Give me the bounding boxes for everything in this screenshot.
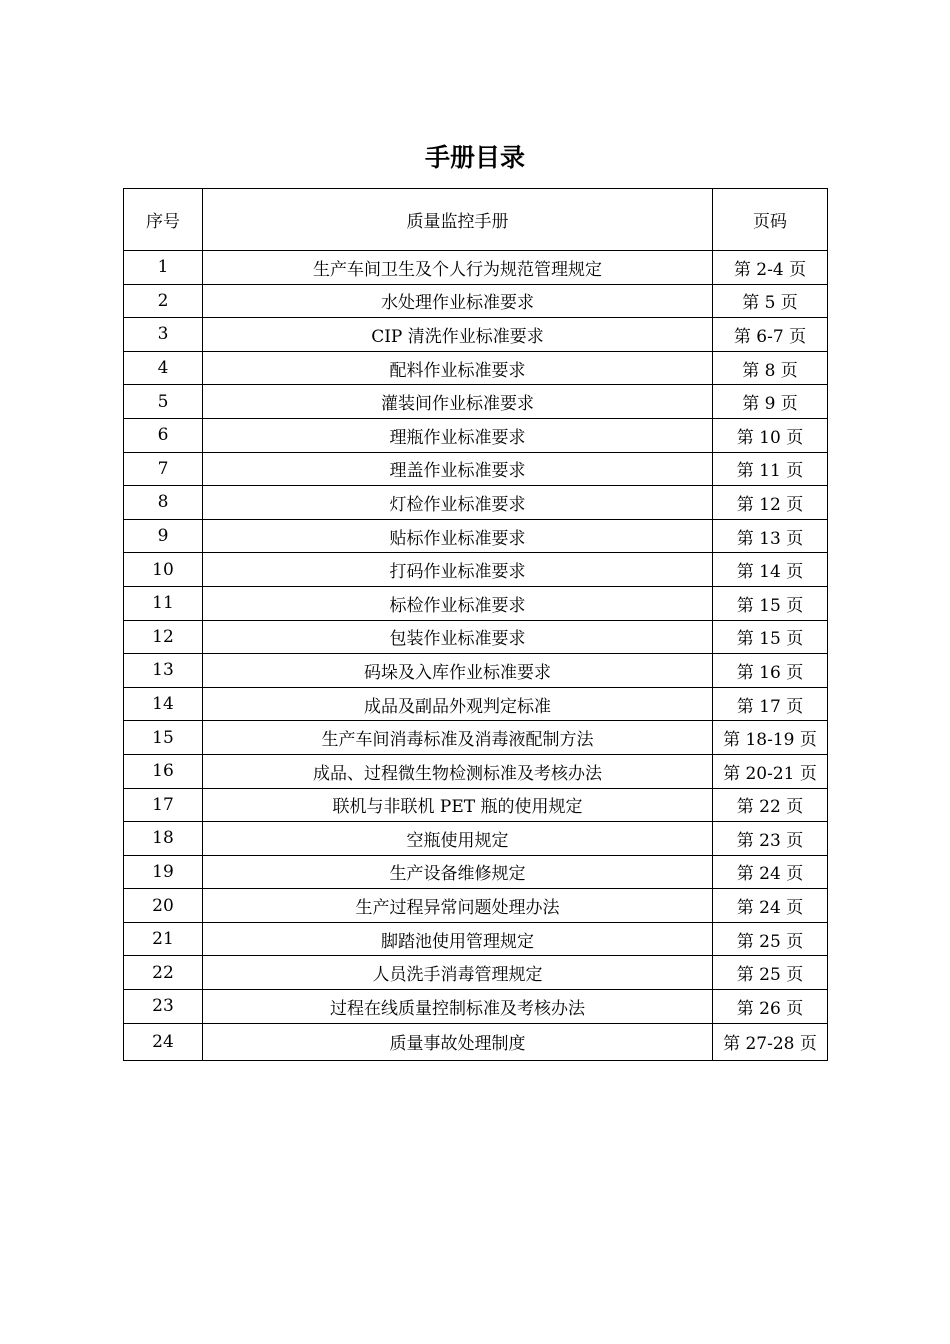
cell-page: 第 14 页 [713, 553, 828, 587]
cell-name: 人员洗手消毒管理规定 [203, 956, 713, 990]
cell-page: 第 23 页 [713, 822, 828, 856]
cell-name: 灯检作业标准要求 [203, 486, 713, 520]
cell-name: 打码作业标准要求 [203, 553, 713, 587]
cell-name: 理瓶作业标准要求 [203, 418, 713, 452]
table-row [124, 620, 828, 654]
cell-num: 18 [124, 822, 203, 856]
cell-page: 第 22 页 [713, 788, 828, 822]
cell-page: 第 20-21 页 [713, 754, 828, 788]
cell-num: 23 [124, 990, 203, 1024]
cell-page: 第 26 页 [713, 990, 828, 1024]
table-row [124, 486, 828, 520]
table-row [124, 990, 828, 1024]
cell-name: 过程在线质量控制标准及考核办法 [203, 990, 713, 1024]
cell-page: 第 9 页 [713, 385, 828, 419]
header-name: 质量监控手册 [203, 189, 713, 251]
cell-page: 第 18-19 页 [713, 721, 828, 755]
table-row [124, 654, 828, 688]
cell-num: 12 [124, 620, 203, 654]
cell-num: 13 [124, 654, 203, 688]
cell-num: 15 [124, 721, 203, 755]
cell-name: 标检作业标准要求 [203, 586, 713, 620]
cell-page: 第 25 页 [713, 956, 828, 990]
table-body [124, 251, 828, 1061]
cell-name: 水处理作业标准要求 [203, 284, 713, 318]
cell-num: 21 [124, 922, 203, 956]
cell-page: 第 25 页 [713, 922, 828, 956]
cell-num: 17 [124, 788, 203, 822]
cell-name: 脚踏池使用管理规定 [203, 922, 713, 956]
toc-table [123, 188, 828, 1061]
cell-num: 6 [124, 418, 203, 452]
cell-num: 10 [124, 553, 203, 587]
cell-name: 灌装间作业标准要求 [203, 385, 713, 419]
table-row [124, 284, 828, 318]
page-title: 手册目录 [424, 143, 525, 172]
cell-num: 22 [124, 956, 203, 990]
cell-num: 19 [124, 855, 203, 889]
table-row [124, 418, 828, 452]
table-row [124, 721, 828, 755]
table-row [124, 922, 828, 956]
cell-page: 第 15 页 [713, 620, 828, 654]
header-num: 序号 [124, 189, 203, 251]
cell-page: 第 6-7 页 [713, 318, 828, 352]
cell-page: 第 12 页 [713, 486, 828, 520]
cell-page: 第 13 页 [713, 519, 828, 553]
cell-num: 20 [124, 889, 203, 923]
table-row [124, 889, 828, 923]
cell-name: 配料作业标准要求 [203, 351, 713, 385]
cell-page: 第 5 页 [713, 284, 828, 318]
cell-name: 联机与非联机 PET 瓶的使用规定 [203, 788, 713, 822]
cell-name: 成品、过程微生物检测标准及考核办法 [203, 754, 713, 788]
cell-name: 码垛及入库作业标准要求 [203, 654, 713, 688]
cell-num: 9 [124, 519, 203, 553]
cell-page: 第 2-4 页 [713, 251, 828, 285]
table-header-row [124, 189, 828, 251]
cell-page: 第 27-28 页 [713, 1023, 828, 1060]
table-row [124, 519, 828, 553]
table-row [124, 788, 828, 822]
cell-num: 8 [124, 486, 203, 520]
cell-num: 7 [124, 452, 203, 486]
cell-num: 1 [124, 251, 203, 285]
cell-num: 16 [124, 754, 203, 788]
cell-name: 空瓶使用规定 [203, 822, 713, 856]
header-page: 页码 [713, 189, 828, 251]
cell-name: 成品及副品外观判定标准 [203, 687, 713, 721]
cell-page: 第 15 页 [713, 586, 828, 620]
table-row [124, 351, 828, 385]
cell-page: 第 16 页 [713, 654, 828, 688]
table-row [124, 318, 828, 352]
cell-page: 第 10 页 [713, 418, 828, 452]
cell-name: 理盖作业标准要求 [203, 452, 713, 486]
cell-page: 第 8 页 [713, 351, 828, 385]
cell-num: 2 [124, 284, 203, 318]
cell-num: 11 [124, 586, 203, 620]
cell-num: 24 [124, 1023, 203, 1060]
table-row [124, 687, 828, 721]
cell-num: 14 [124, 687, 203, 721]
table-row [124, 754, 828, 788]
cell-name: 生产车间卫生及个人行为规范管理规定 [203, 251, 713, 285]
cell-page: 第 17 页 [713, 687, 828, 721]
table-row [124, 586, 828, 620]
cell-name: CIP 清洗作业标准要求 [203, 318, 713, 352]
cell-name: 包装作业标准要求 [203, 620, 713, 654]
cell-page: 第 24 页 [713, 855, 828, 889]
table-row [124, 452, 828, 486]
table-row [124, 385, 828, 419]
cell-num: 4 [124, 351, 203, 385]
table-row [124, 251, 828, 285]
table-row [124, 956, 828, 990]
cell-num: 3 [124, 318, 203, 352]
cell-name: 质量事故处理制度 [203, 1023, 713, 1060]
table-row [124, 822, 828, 856]
cell-name: 生产过程异常问题处理办法 [203, 889, 713, 923]
cell-page: 第 11 页 [713, 452, 828, 486]
table-row [124, 1023, 828, 1060]
cell-page: 第 24 页 [713, 889, 828, 923]
table-row [124, 553, 828, 587]
cell-name: 贴标作业标准要求 [203, 519, 713, 553]
table-row [124, 855, 828, 889]
cell-name: 生产车间消毒标准及消毒液配制方法 [203, 721, 713, 755]
cell-name: 生产设备维修规定 [203, 855, 713, 889]
cell-num: 5 [124, 385, 203, 419]
